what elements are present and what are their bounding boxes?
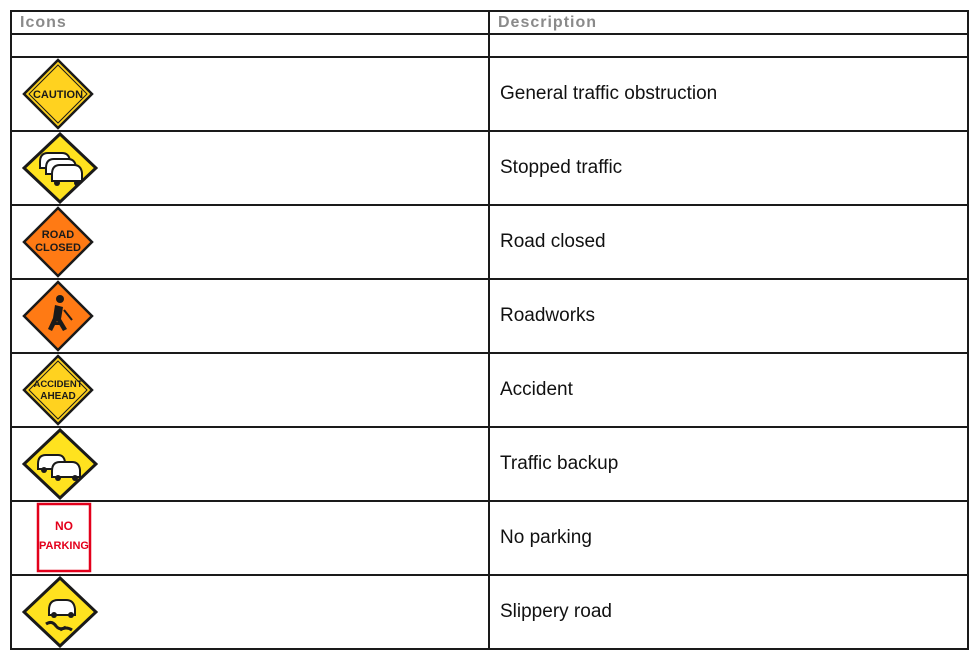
blank-cell [11, 34, 489, 57]
stopped-traffic-sign-icon [22, 132, 98, 204]
icon-cell [11, 575, 489, 649]
icon-cell [11, 57, 489, 131]
road-closed-sign-icon [22, 206, 94, 278]
sign-text: PARKING [39, 540, 89, 552]
sign-text: NO [55, 519, 73, 533]
description-cell: Slippery road [489, 575, 968, 649]
no-parking-sign-icon [22, 502, 94, 574]
description-cell: Roadworks [489, 279, 968, 353]
icon-cell [11, 131, 489, 205]
table-row [11, 353, 968, 427]
slippery-road-sign-icon [22, 576, 98, 648]
caution-sign-icon [22, 58, 94, 130]
description-cell: Accident [489, 353, 968, 427]
accident-ahead-sign-icon [22, 354, 94, 426]
icon-cell [11, 353, 489, 427]
traffic-backup-sign-icon [22, 428, 98, 500]
blank-cell [489, 34, 968, 57]
icon-cell [11, 279, 489, 353]
sign-text: AHEAD [40, 391, 76, 402]
table-row [11, 575, 968, 649]
table-row [11, 131, 968, 205]
description-column-header: Description [489, 11, 968, 34]
description-cell: No parking [489, 501, 968, 575]
table-row [11, 427, 968, 501]
icon-cell [11, 501, 489, 575]
icons-column-header: Icons [11, 11, 489, 34]
table-row [11, 279, 968, 353]
roadworks-sign-icon [22, 280, 94, 352]
description-cell: Stopped traffic [489, 131, 968, 205]
table-row [11, 501, 968, 575]
icon-legend-table [10, 10, 969, 650]
description-cell: Road closed [489, 205, 968, 279]
blank-row [11, 34, 968, 57]
icon-cell [11, 205, 489, 279]
sign-text: ROAD [41, 229, 75, 241]
sign-text: CLOSED [35, 242, 81, 254]
description-cell: Traffic backup [489, 427, 968, 501]
header-row [11, 11, 968, 34]
sign-text: ACCIDENT [33, 379, 83, 390]
icon-cell [11, 427, 489, 501]
sign-text: CAUTION [32, 89, 84, 101]
table-row [11, 205, 968, 279]
table-row [11, 57, 968, 131]
description-cell: General traffic obstruction [489, 57, 968, 131]
